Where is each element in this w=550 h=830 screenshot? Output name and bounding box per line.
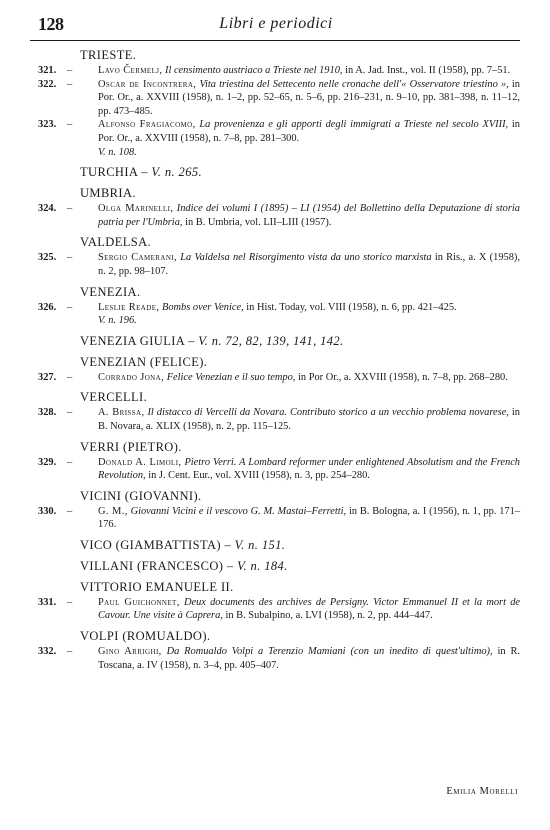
entry-citation: in B. Bologna, a. I (1956), n. 1, pp. 171–176. <box>98 505 520 531</box>
entry-number: 326. <box>38 301 57 313</box>
page-number: 128 <box>38 14 64 34</box>
bibliography-entry <box>36 645 520 672</box>
entry-title: Pietro Verri. A Lombard reformer under enlightened Absolutism and the French Revolution, <box>98 456 520 482</box>
section-heading-text: VALDELSA. <box>80 235 152 250</box>
section-heading <box>80 165 520 180</box>
section-heading <box>80 580 520 595</box>
entry-title: Bombs over Venice, <box>162 301 244 313</box>
section-heading-text: VENEZIAN (FELICE). <box>80 354 208 369</box>
entry-title: Vita triestina del Settecento nelle cronache dell'« Osservatore triestino », <box>199 78 509 90</box>
entry-number: 329. <box>38 456 57 468</box>
section-heading <box>80 355 520 370</box>
entry-number: 328. <box>38 407 57 419</box>
section-heading <box>80 285 520 300</box>
bibliography-entry <box>36 371 520 385</box>
entry-body <box>98 301 520 315</box>
section-heading <box>80 334 520 349</box>
entry-body <box>98 505 520 532</box>
section-heading <box>80 186 520 201</box>
bibliography-entry <box>36 406 520 433</box>
section-heading-text: VITTORIO EMANUELE II. <box>80 579 234 594</box>
entry-title: La Valdelsa nel Risorgimento vista da uno storico marxista <box>180 252 432 264</box>
entry-dash: – <box>67 371 73 383</box>
section-heading-text: TRIESTE. <box>80 48 137 62</box>
entry-author: Gino Arrighi, <box>98 646 162 658</box>
entry-citation: in A. Jad. Inst., vol. II (1958), pp. 7–51. <box>345 65 511 76</box>
entry-number: 323. <box>38 119 57 131</box>
entry-citation: in B. Umbria, vol. LII–LIII (1957). <box>185 216 332 228</box>
entry-citation: in B. Novara, a. XLIX (1958), n. 2, pp. 115–125. <box>98 407 520 432</box>
entry-number: 321. <box>38 65 57 76</box>
section-heading <box>80 390 520 405</box>
entry-dash: – <box>67 78 73 90</box>
bibliography-entry <box>36 202 520 229</box>
section-heading-text: VICINI (GIOVANNI). <box>80 488 202 503</box>
entry-title: Giovanni Vicini e il vescovo G. M. Mastai–Ferretti, <box>130 505 347 517</box>
section-heading-text: VERCELLI. <box>80 390 148 405</box>
entry-number: 332. <box>38 646 57 658</box>
entry-citation: in Por. Or., a. XXVIII (1958), n. 7–8, pp. 281–300. <box>98 119 520 144</box>
entry-author: G. M., <box>98 505 128 517</box>
entry-see-also: V. n. 108. <box>98 146 137 158</box>
entry-author: Sergio Camerani, <box>98 252 178 264</box>
entry-dash: – <box>67 203 73 215</box>
entry-number: 325. <box>38 252 57 264</box>
section-heading-text: UMBRIA. <box>80 186 136 201</box>
entry-dash: – <box>67 407 73 419</box>
entry-author: Lavo Čermelj, <box>98 65 163 76</box>
entry-author: Oscar de Incontrera, <box>98 78 197 90</box>
entry-number: 330. <box>38 505 57 517</box>
entry-body <box>98 251 520 278</box>
page-header <box>30 14 522 36</box>
section-heading-text: TURCHIA – <box>80 165 148 180</box>
entry-title: Felice Venezian e il suo tempo, <box>166 371 296 383</box>
entry-dash: – <box>67 596 73 608</box>
entry-citation: in J. Cent. Eur., vol. XVIII (1958), n. 3, pp. 254–280. <box>148 470 370 482</box>
entry-body <box>98 406 520 433</box>
entry-dash: – <box>67 252 73 264</box>
entry-citation: in Ris., a. X (1958), n. 2, pp. 98–107. <box>98 252 520 277</box>
entry-title: La provenienza e gli apporti degli immigrati a Trieste nel secolo XVIII, <box>199 119 509 131</box>
bibliography-entry <box>36 64 520 78</box>
bibliography-entry <box>36 505 520 532</box>
entry-citation: in Hist. Today, vol. VIII (1958), n. 6, pp. 421–425. <box>246 301 457 313</box>
section-heading <box>80 629 520 644</box>
entry-dash: – <box>67 456 73 468</box>
entry-dash: – <box>67 505 73 517</box>
entry-body <box>98 78 520 119</box>
header-rule <box>30 40 520 41</box>
section-heading <box>80 489 520 504</box>
entry-citation: in Por Or., a. XXVIII (1958), n. 7–8, pp. 268–280. <box>298 371 508 383</box>
entry-dash: – <box>67 119 73 131</box>
entry-author: Alfonso Fragiacomo, <box>98 119 196 131</box>
bibliography-entry <box>36 596 520 623</box>
running-head: Libri e periodici <box>219 15 333 32</box>
entry-body <box>98 118 520 145</box>
section-heading-text: VENEZIA. <box>80 284 141 299</box>
bibliography-list <box>36 48 520 672</box>
entry-body <box>98 596 520 623</box>
section-heading <box>80 440 520 455</box>
section-heading-text: VENEZIA GIULIA – <box>80 333 195 348</box>
bibliography-entry <box>36 301 520 328</box>
section-heading-text: VERRI (PIETRO). <box>80 439 182 454</box>
cross-reference: V. n. 265. <box>151 165 203 180</box>
entry-citation: in R. Toscana, a. IV (1958), n. 3–4, pp. 405–407. <box>98 646 521 671</box>
entry-number: 327. <box>38 371 57 383</box>
bibliography-entry <box>36 251 520 278</box>
entry-author: Donald A. Limoli, <box>98 456 182 468</box>
entry-author: A. Brissa, <box>98 407 145 419</box>
entry-body <box>98 456 520 483</box>
bibliography-entry <box>36 456 520 483</box>
entry-title: Il censimento austriaco a Trieste nel 1910, <box>165 65 343 76</box>
cross-reference: V. n. 184. <box>237 558 288 573</box>
section-heading-text: VICO (GIAMBATTISTA) – <box>80 537 232 552</box>
entry-title: Da Romualdo Volpi a Terenzio Mamiani (con un inedito di quest'ultimo), <box>166 646 493 658</box>
cross-reference: V. n. 72, 82, 139, 141, 142. <box>198 333 344 348</box>
entry-author: Paul Guichonnet, <box>98 596 180 608</box>
section-heading <box>80 48 520 63</box>
section-heading <box>80 559 520 574</box>
entry-citation: in Por. Or., a. XXVIII (1958), n. 1–2, pp. 52–65, n. 5–6, pp. 216–231, n. 9–10, pp. 381–398, n. 11–12, pp. 473–485. <box>98 78 521 117</box>
entry-dash: – <box>67 301 73 313</box>
author-signature: Emilia Morelli <box>446 786 518 797</box>
entry-number: 324. <box>38 203 57 215</box>
entry-see-also: V. n. 196. <box>98 315 137 327</box>
section-heading <box>80 538 520 553</box>
entry-body <box>98 371 520 385</box>
entry-number: 331. <box>38 596 57 608</box>
entry-title: Indice dei volumi I (1895) – LI (1954) del Bollettino della Deputazione di storia patria per l'Umbria, <box>98 203 520 228</box>
section-heading-text: VILLANI (FRANCESCO) – <box>80 558 234 573</box>
entry-citation: in B. Subalpino, a. LVI (1958), n. 2, pp. 444–447. <box>225 610 433 622</box>
entry-body <box>98 64 520 78</box>
entry-author: Corrado Jona, <box>98 371 165 383</box>
section-heading-text: VOLPI (ROMUALDO). <box>80 629 211 644</box>
entry-number: 322. <box>38 78 57 90</box>
bibliography-entry <box>36 118 520 159</box>
entry-author: Leslie Reade, <box>98 301 160 313</box>
cross-reference: V. n. 151. <box>234 537 286 552</box>
entry-title: Il distacco di Vercelli da Novara. Contributo storico a un vecchio problema novarese, <box>147 407 509 419</box>
entry-title: Deux documents des archives de Persigny. Victor Emmanuel II et la mort de Cavour. Une visite à Caprera, <box>98 596 520 622</box>
entry-body <box>98 202 520 229</box>
section-heading <box>80 235 520 250</box>
entry-dash: – <box>67 646 73 658</box>
entry-body <box>98 645 520 672</box>
entry-dash: – <box>67 65 73 76</box>
bibliography-entry <box>36 78 520 119</box>
entry-author: Olga Marinelli, <box>98 203 174 215</box>
